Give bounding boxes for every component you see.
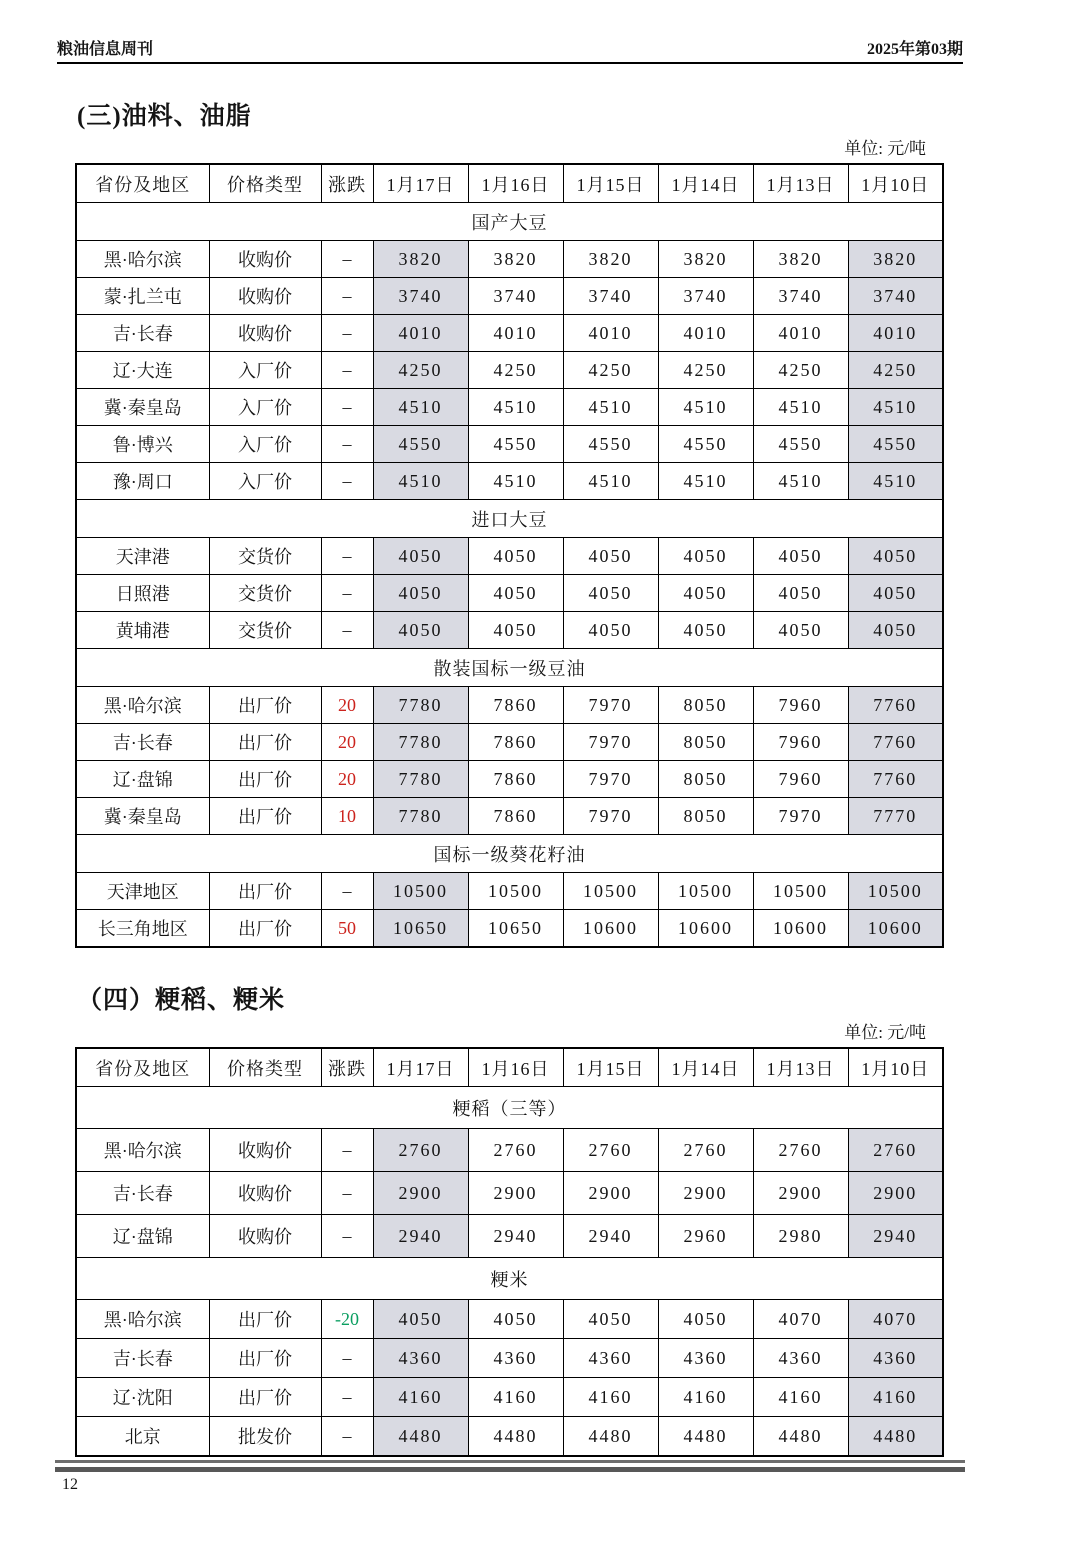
region-cell: 豫·周口 bbox=[76, 463, 209, 500]
price-table-oils bbox=[75, 163, 944, 948]
price-cell: 3740 bbox=[848, 278, 943, 315]
price-cell: 4480 bbox=[373, 1417, 468, 1457]
price-cell: 4510 bbox=[468, 463, 563, 500]
column-header: 1月10日 bbox=[848, 164, 943, 203]
price-cell: 7780 bbox=[373, 761, 468, 798]
change-cell: – bbox=[321, 1417, 373, 1457]
price-cell: 2900 bbox=[848, 1172, 943, 1215]
price-type-cell: 入厂价 bbox=[209, 463, 321, 500]
price-cell: 8050 bbox=[658, 761, 753, 798]
price-cell: 7780 bbox=[373, 798, 468, 835]
footer-rule-thick bbox=[55, 1467, 965, 1472]
column-header: 省份及地区 bbox=[76, 164, 209, 203]
group-header-row bbox=[76, 649, 943, 687]
group-header-row bbox=[76, 1258, 943, 1300]
region-cell: 长三角地区 bbox=[76, 910, 209, 948]
price-cell: 4550 bbox=[373, 426, 468, 463]
price-cell: 7780 bbox=[373, 687, 468, 724]
section-rice bbox=[75, 980, 942, 1457]
price-cell: 7970 bbox=[563, 724, 658, 761]
price-cell: 10650 bbox=[468, 910, 563, 948]
price-cell: 2760 bbox=[753, 1129, 848, 1172]
table-row bbox=[76, 1378, 943, 1417]
price-cell: 3740 bbox=[658, 278, 753, 315]
change-cell: 20 bbox=[321, 687, 373, 724]
price-cell: 7960 bbox=[753, 761, 848, 798]
price-cell: 10500 bbox=[848, 873, 943, 910]
price-cell: 7760 bbox=[848, 687, 943, 724]
region-cell: 黑·哈尔滨 bbox=[76, 241, 209, 278]
price-type-cell: 入厂价 bbox=[209, 426, 321, 463]
table-row bbox=[76, 315, 943, 352]
price-cell: 4050 bbox=[563, 538, 658, 575]
table-row bbox=[76, 389, 943, 426]
price-cell: 8050 bbox=[658, 687, 753, 724]
table-row bbox=[76, 538, 943, 575]
price-cell: 2900 bbox=[468, 1172, 563, 1215]
price-cell: 4050 bbox=[373, 612, 468, 649]
price-type-cell: 收购价 bbox=[209, 1215, 321, 1258]
price-cell: 8050 bbox=[658, 724, 753, 761]
price-cell: 7770 bbox=[848, 798, 943, 835]
price-cell: 4050 bbox=[658, 1300, 753, 1339]
group-header-row bbox=[76, 835, 943, 873]
price-type-cell: 出厂价 bbox=[209, 724, 321, 761]
price-cell: 3820 bbox=[753, 241, 848, 278]
price-type-cell: 收购价 bbox=[209, 315, 321, 352]
table-row bbox=[76, 1300, 943, 1339]
price-cell: 2980 bbox=[753, 1215, 848, 1258]
column-header: 1月14日 bbox=[658, 1048, 753, 1087]
price-cell: 4050 bbox=[658, 612, 753, 649]
region-cell: 辽·沈阳 bbox=[76, 1378, 209, 1417]
change-cell: – bbox=[321, 278, 373, 315]
price-cell: 7760 bbox=[848, 724, 943, 761]
section-title-oils: (三)油料、油脂 bbox=[77, 103, 252, 130]
region-cell: 天津港 bbox=[76, 538, 209, 575]
price-cell: 4160 bbox=[753, 1378, 848, 1417]
column-header: 1月13日 bbox=[753, 1048, 848, 1087]
price-cell: 2900 bbox=[753, 1172, 848, 1215]
price-cell: 4360 bbox=[753, 1339, 848, 1378]
unit-label-rice: 单位: 元/吨 bbox=[844, 1023, 926, 1042]
price-cell: 3740 bbox=[373, 278, 468, 315]
price-type-cell: 收购价 bbox=[209, 1172, 321, 1215]
price-table-rice bbox=[75, 1047, 944, 1457]
price-cell: 4160 bbox=[468, 1378, 563, 1417]
column-header: 1月16日 bbox=[468, 1048, 563, 1087]
price-cell: 7970 bbox=[563, 761, 658, 798]
change-cell: – bbox=[321, 315, 373, 352]
price-cell: 2940 bbox=[468, 1215, 563, 1258]
price-cell: 10600 bbox=[658, 910, 753, 948]
issue-label: 2025年第03期 bbox=[866, 41, 963, 58]
price-type-cell: 出厂价 bbox=[209, 910, 321, 948]
column-header: 1月10日 bbox=[848, 1048, 943, 1087]
price-cell: 4050 bbox=[563, 1300, 658, 1339]
price-cell: 2900 bbox=[563, 1172, 658, 1215]
price-type-cell: 出厂价 bbox=[209, 798, 321, 835]
price-cell: 4550 bbox=[468, 426, 563, 463]
price-cell: 4480 bbox=[468, 1417, 563, 1457]
journal-title: 粮油信息周刊 bbox=[57, 41, 154, 58]
price-cell: 3740 bbox=[753, 278, 848, 315]
price-cell: 4160 bbox=[563, 1378, 658, 1417]
price-cell: 7780 bbox=[373, 724, 468, 761]
table-row bbox=[76, 1129, 943, 1172]
price-cell: 7960 bbox=[753, 687, 848, 724]
column-header: 价格类型 bbox=[209, 1048, 321, 1087]
region-cell: 吉·长春 bbox=[76, 724, 209, 761]
price-cell: 4250 bbox=[658, 352, 753, 389]
price-cell: 4510 bbox=[848, 389, 943, 426]
column-header: 1月17日 bbox=[373, 1048, 468, 1087]
page-number: 12 bbox=[62, 1476, 78, 1493]
price-type-cell: 入厂价 bbox=[209, 352, 321, 389]
price-cell: 4480 bbox=[848, 1417, 943, 1457]
change-cell: – bbox=[321, 1378, 373, 1417]
price-cell: 2760 bbox=[658, 1129, 753, 1172]
region-cell: 冀·秦皇岛 bbox=[76, 798, 209, 835]
price-cell: 4510 bbox=[753, 389, 848, 426]
table-row bbox=[76, 798, 943, 835]
price-cell: 3820 bbox=[468, 241, 563, 278]
price-cell: 7760 bbox=[848, 761, 943, 798]
price-cell: 10600 bbox=[563, 910, 658, 948]
region-cell: 黑·哈尔滨 bbox=[76, 1300, 209, 1339]
change-cell: – bbox=[321, 1172, 373, 1215]
change-cell: – bbox=[321, 352, 373, 389]
region-cell: 黑·哈尔滨 bbox=[76, 687, 209, 724]
price-cell: 4050 bbox=[848, 612, 943, 649]
change-cell: – bbox=[321, 575, 373, 612]
price-cell: 4160 bbox=[658, 1378, 753, 1417]
group-name: 散装国标一级豆油 bbox=[76, 649, 943, 687]
group-name: 国产大豆 bbox=[76, 203, 943, 241]
price-type-cell: 出厂价 bbox=[209, 873, 321, 910]
price-cell: 4050 bbox=[373, 538, 468, 575]
price-cell: 4550 bbox=[753, 426, 848, 463]
price-type-cell: 入厂价 bbox=[209, 389, 321, 426]
change-cell: – bbox=[321, 1215, 373, 1258]
table-row bbox=[76, 910, 943, 948]
price-cell: 4050 bbox=[373, 1300, 468, 1339]
price-cell: 4050 bbox=[373, 575, 468, 612]
price-cell: 4480 bbox=[658, 1417, 753, 1457]
price-cell: 4050 bbox=[848, 575, 943, 612]
price-cell: 4010 bbox=[658, 315, 753, 352]
column-header: 1月15日 bbox=[563, 1048, 658, 1087]
column-header: 1月16日 bbox=[468, 164, 563, 203]
section-oils bbox=[75, 96, 942, 948]
price-cell: 4050 bbox=[658, 538, 753, 575]
price-cell: 2940 bbox=[848, 1215, 943, 1258]
region-cell: 吉·长春 bbox=[76, 315, 209, 352]
price-cell: 4050 bbox=[848, 538, 943, 575]
price-cell: 4070 bbox=[753, 1300, 848, 1339]
price-cell: 4510 bbox=[753, 463, 848, 500]
price-cell: 10500 bbox=[753, 873, 848, 910]
table-row bbox=[76, 426, 943, 463]
price-cell: 4510 bbox=[563, 463, 658, 500]
price-cell: 7860 bbox=[468, 687, 563, 724]
column-header: 1月15日 bbox=[563, 164, 658, 203]
price-cell: 7970 bbox=[563, 687, 658, 724]
group-name: 粳米 bbox=[76, 1258, 943, 1300]
price-type-cell: 交货价 bbox=[209, 538, 321, 575]
price-type-cell: 交货价 bbox=[209, 612, 321, 649]
price-cell: 4510 bbox=[468, 389, 563, 426]
price-cell: 2960 bbox=[658, 1215, 753, 1258]
price-cell: 4550 bbox=[563, 426, 658, 463]
column-header: 1月14日 bbox=[658, 164, 753, 203]
region-cell: 黑·哈尔滨 bbox=[76, 1129, 209, 1172]
change-cell: – bbox=[321, 612, 373, 649]
price-cell: 4050 bbox=[753, 538, 848, 575]
price-cell: 4070 bbox=[848, 1300, 943, 1339]
price-cell: 4050 bbox=[468, 1300, 563, 1339]
price-cell: 7960 bbox=[753, 724, 848, 761]
price-cell: 4050 bbox=[753, 575, 848, 612]
price-cell: 4510 bbox=[848, 463, 943, 500]
price-type-cell: 收购价 bbox=[209, 1129, 321, 1172]
price-cell: 4480 bbox=[753, 1417, 848, 1457]
price-cell: 2940 bbox=[563, 1215, 658, 1258]
price-cell: 3820 bbox=[658, 241, 753, 278]
change-cell: – bbox=[321, 1129, 373, 1172]
region-cell: 北京 bbox=[76, 1417, 209, 1457]
table-row bbox=[76, 687, 943, 724]
price-cell: 3740 bbox=[563, 278, 658, 315]
price-cell: 4010 bbox=[848, 315, 943, 352]
price-cell: 4360 bbox=[468, 1339, 563, 1378]
change-cell: – bbox=[321, 389, 373, 426]
price-type-cell: 批发价 bbox=[209, 1417, 321, 1457]
region-cell: 黄埔港 bbox=[76, 612, 209, 649]
price-cell: 10500 bbox=[658, 873, 753, 910]
price-cell: 10500 bbox=[563, 873, 658, 910]
change-cell: – bbox=[321, 463, 373, 500]
price-cell: 4250 bbox=[848, 352, 943, 389]
region-cell: 蒙·扎兰屯 bbox=[76, 278, 209, 315]
group-header-row bbox=[76, 203, 943, 241]
price-cell: 4510 bbox=[658, 463, 753, 500]
table-header-row bbox=[76, 1048, 943, 1087]
table-row bbox=[76, 463, 943, 500]
change-cell: – bbox=[321, 241, 373, 278]
change-cell: – bbox=[321, 1339, 373, 1378]
price-cell: 4010 bbox=[373, 315, 468, 352]
page-header bbox=[57, 36, 963, 64]
price-cell: 4050 bbox=[468, 575, 563, 612]
price-cell: 4360 bbox=[373, 1339, 468, 1378]
region-cell: 辽·盘锦 bbox=[76, 761, 209, 798]
change-cell: 20 bbox=[321, 724, 373, 761]
price-cell: 7860 bbox=[468, 761, 563, 798]
page-body bbox=[75, 96, 942, 1457]
change-cell: 50 bbox=[321, 910, 373, 948]
group-header-row bbox=[76, 1087, 943, 1129]
table-row bbox=[76, 575, 943, 612]
price-type-cell: 出厂价 bbox=[209, 761, 321, 798]
price-type-cell: 出厂价 bbox=[209, 1339, 321, 1378]
price-cell: 4550 bbox=[658, 426, 753, 463]
price-cell: 4050 bbox=[753, 612, 848, 649]
group-name: 进口大豆 bbox=[76, 500, 943, 538]
table-row bbox=[76, 1215, 943, 1258]
price-cell: 4480 bbox=[563, 1417, 658, 1457]
price-type-cell: 出厂价 bbox=[209, 1300, 321, 1339]
price-type-cell: 出厂价 bbox=[209, 1378, 321, 1417]
price-cell: 4250 bbox=[373, 352, 468, 389]
price-cell: 4010 bbox=[563, 315, 658, 352]
table-row bbox=[76, 724, 943, 761]
price-cell: 2760 bbox=[373, 1129, 468, 1172]
price-cell: 10600 bbox=[848, 910, 943, 948]
price-cell: 3820 bbox=[373, 241, 468, 278]
column-header: 1月13日 bbox=[753, 164, 848, 203]
column-header: 涨跌 bbox=[321, 164, 373, 203]
region-cell: 吉·长春 bbox=[76, 1172, 209, 1215]
price-type-cell: 收购价 bbox=[209, 278, 321, 315]
region-cell: 吉·长春 bbox=[76, 1339, 209, 1378]
price-cell: 3820 bbox=[563, 241, 658, 278]
column-header: 省份及地区 bbox=[76, 1048, 209, 1087]
column-header: 涨跌 bbox=[321, 1048, 373, 1087]
table-header-row bbox=[76, 164, 943, 203]
price-cell: 2760 bbox=[848, 1129, 943, 1172]
group-name: 粳稻（三等） bbox=[76, 1087, 943, 1129]
price-cell: 4510 bbox=[563, 389, 658, 426]
table-row bbox=[76, 873, 943, 910]
table-row bbox=[76, 1339, 943, 1378]
change-cell: 10 bbox=[321, 798, 373, 835]
table-row bbox=[76, 1417, 943, 1457]
change-cell: 20 bbox=[321, 761, 373, 798]
price-cell: 4050 bbox=[468, 612, 563, 649]
price-cell: 7860 bbox=[468, 724, 563, 761]
group-name: 国标一级葵花籽油 bbox=[76, 835, 943, 873]
price-cell: 4050 bbox=[468, 538, 563, 575]
unit-label-oils: 单位: 元/吨 bbox=[844, 139, 926, 158]
table-row bbox=[76, 1172, 943, 1215]
price-cell: 4510 bbox=[373, 463, 468, 500]
price-cell: 4550 bbox=[848, 426, 943, 463]
price-cell: 2760 bbox=[563, 1129, 658, 1172]
price-cell: 10500 bbox=[373, 873, 468, 910]
change-cell: -20 bbox=[321, 1300, 373, 1339]
region-cell: 鲁·博兴 bbox=[76, 426, 209, 463]
change-cell: – bbox=[321, 873, 373, 910]
footer-divider bbox=[55, 1460, 965, 1472]
region-cell: 冀·秦皇岛 bbox=[76, 389, 209, 426]
price-cell: 2900 bbox=[373, 1172, 468, 1215]
price-cell: 3740 bbox=[468, 278, 563, 315]
price-cell: 3820 bbox=[848, 241, 943, 278]
price-cell: 10600 bbox=[753, 910, 848, 948]
price-cell: 10650 bbox=[373, 910, 468, 948]
price-cell: 2760 bbox=[468, 1129, 563, 1172]
price-cell: 7970 bbox=[563, 798, 658, 835]
table-row bbox=[76, 278, 943, 315]
price-cell: 4510 bbox=[373, 389, 468, 426]
price-cell: 4050 bbox=[563, 612, 658, 649]
price-cell: 4510 bbox=[658, 389, 753, 426]
column-header: 1月17日 bbox=[373, 164, 468, 203]
price-cell: 4360 bbox=[658, 1339, 753, 1378]
price-cell: 8050 bbox=[658, 798, 753, 835]
price-cell: 4360 bbox=[848, 1339, 943, 1378]
group-header-row bbox=[76, 500, 943, 538]
price-cell: 4250 bbox=[753, 352, 848, 389]
price-cell: 7970 bbox=[753, 798, 848, 835]
change-cell: – bbox=[321, 426, 373, 463]
price-cell: 4360 bbox=[563, 1339, 658, 1378]
price-cell: 2900 bbox=[658, 1172, 753, 1215]
change-cell: – bbox=[321, 538, 373, 575]
table-row bbox=[76, 612, 943, 649]
price-cell: 10500 bbox=[468, 873, 563, 910]
price-cell: 4010 bbox=[753, 315, 848, 352]
price-type-cell: 交货价 bbox=[209, 575, 321, 612]
section-title-rice: （四）粳稻、粳米 bbox=[77, 987, 286, 1014]
table-row bbox=[76, 761, 943, 798]
table-row bbox=[76, 241, 943, 278]
price-type-cell: 收购价 bbox=[209, 241, 321, 278]
price-cell: 4250 bbox=[563, 352, 658, 389]
price-cell: 4250 bbox=[468, 352, 563, 389]
price-type-cell: 出厂价 bbox=[209, 687, 321, 724]
region-cell: 辽·大连 bbox=[76, 352, 209, 389]
price-cell: 4050 bbox=[658, 575, 753, 612]
region-cell: 辽·盘锦 bbox=[76, 1215, 209, 1258]
region-cell: 天津地区 bbox=[76, 873, 209, 910]
price-cell: 4050 bbox=[563, 575, 658, 612]
price-cell: 4160 bbox=[848, 1378, 943, 1417]
price-cell: 2940 bbox=[373, 1215, 468, 1258]
region-cell: 日照港 bbox=[76, 575, 209, 612]
price-cell: 7860 bbox=[468, 798, 563, 835]
price-cell: 4010 bbox=[468, 315, 563, 352]
table-row bbox=[76, 352, 943, 389]
column-header: 价格类型 bbox=[209, 164, 321, 203]
price-cell: 4160 bbox=[373, 1378, 468, 1417]
